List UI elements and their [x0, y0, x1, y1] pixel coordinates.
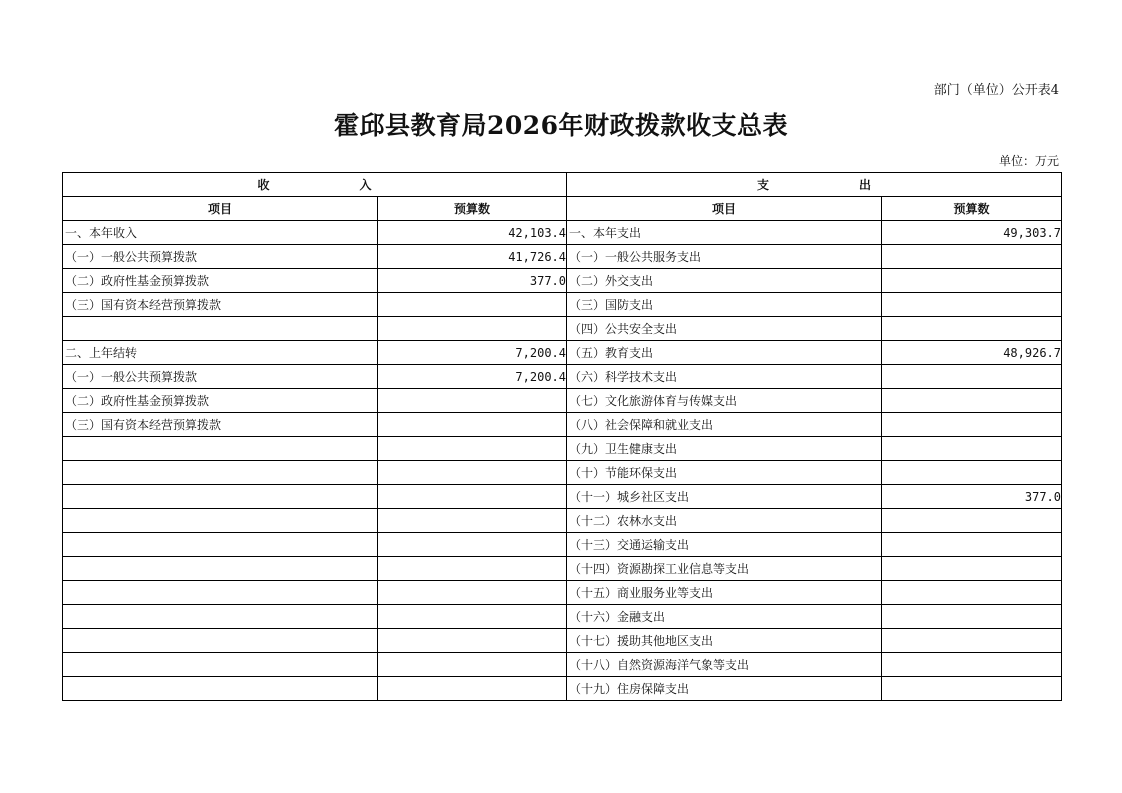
income-header-char-2: 入: [359, 178, 372, 192]
income-amount-cell: [378, 677, 567, 701]
expense-amount-cell: [882, 461, 1062, 485]
income-amount-cell: [378, 317, 567, 341]
income-item-cell: （三）国有资本经营预算拨款: [63, 293, 378, 317]
table-row: [63, 629, 1062, 653]
table-row: [63, 485, 1062, 509]
expense-amount-cell: [882, 533, 1062, 557]
table-row: [63, 677, 1062, 701]
table-row: [63, 413, 1062, 437]
expense-amount-cell: [882, 317, 1062, 341]
income-amount-cell: [378, 437, 567, 461]
income-amount-cell: [378, 485, 567, 509]
income-item-cell: [63, 605, 378, 629]
income-item-cell: [63, 557, 378, 581]
expense-amount-cell: [882, 245, 1062, 269]
income-item-cell: 二、上年结转: [63, 341, 378, 365]
income-amount-cell: [378, 461, 567, 485]
budget-table: [62, 172, 1062, 701]
expense-amount-cell: [882, 581, 1062, 605]
column-header-row: [63, 197, 1062, 221]
expense-amount-cell: [882, 293, 1062, 317]
income-item-cell: [63, 581, 378, 605]
expense-amount-cell: [882, 557, 1062, 581]
table-row: [63, 581, 1062, 605]
table-row: [63, 365, 1062, 389]
income-amount-cell: [378, 581, 567, 605]
income-item-cell: [63, 677, 378, 701]
income-item-cell: [63, 317, 378, 341]
table-row: [63, 341, 1062, 365]
expense-item-header: 项目: [567, 197, 882, 221]
expense-item-cell: （十八）自然资源海洋气象等支出: [567, 653, 882, 677]
income-item-cell: [63, 485, 378, 509]
income-item-cell: [63, 653, 378, 677]
expense-header-char-1: 支: [756, 178, 769, 192]
expense-item-cell: （九）卫生健康支出: [567, 437, 882, 461]
income-budget-header: 预算数: [378, 197, 567, 221]
expense-amount-cell: [882, 677, 1062, 701]
expense-item-cell: （十）节能环保支出: [567, 461, 882, 485]
expense-item-cell: （七）文化旅游体育与传媒支出: [567, 389, 882, 413]
income-header-char-1: 收: [257, 178, 270, 192]
table-row: [63, 293, 1062, 317]
expense-amount-cell: [882, 389, 1062, 413]
income-amount-cell: [378, 629, 567, 653]
expense-item-cell: （二）外交支出: [567, 269, 882, 293]
expense-amount-cell: 377.0: [882, 485, 1062, 509]
income-amount-cell: [378, 605, 567, 629]
expense-amount-cell: [882, 605, 1062, 629]
expense-item-cell: （五）教育支出: [567, 341, 882, 365]
expense-amount-cell: [882, 653, 1062, 677]
expense-amount-cell: [882, 269, 1062, 293]
income-amount-cell: [378, 509, 567, 533]
income-item-cell: [63, 533, 378, 557]
table-row: [63, 317, 1062, 341]
expense-item-cell: （十二）农林水支出: [567, 509, 882, 533]
form-number: 部门（单位）公开表4: [933, 83, 1059, 98]
expense-amount-cell: 49,303.7: [882, 221, 1062, 245]
table-row: [63, 533, 1062, 557]
expense-item-cell: 一、本年支出: [567, 221, 882, 245]
expense-section-header: [567, 173, 1062, 197]
expense-item-cell: （三）国防支出: [567, 293, 882, 317]
income-item-cell: [63, 437, 378, 461]
section-header-row: [63, 173, 1062, 197]
expense-budget-header: 预算数: [882, 197, 1062, 221]
table-row: [63, 389, 1062, 413]
expense-item-cell: （四）公共安全支出: [567, 317, 882, 341]
expense-item-cell: （十九）住房保障支出: [567, 677, 882, 701]
table-row: [63, 557, 1062, 581]
income-section-header: [63, 173, 567, 197]
table-row: [63, 461, 1062, 485]
income-amount-cell: [378, 557, 567, 581]
table-row: [63, 605, 1062, 629]
income-item-header: 项目: [63, 197, 378, 221]
income-amount-cell: 41,726.4: [378, 245, 567, 269]
expense-item-cell: （十五）商业服务业等支出: [567, 581, 882, 605]
table-row: [63, 437, 1062, 461]
income-amount-cell: [378, 389, 567, 413]
expense-item-cell: （十一）城乡社区支出: [567, 485, 882, 509]
expense-item-cell: （六）科学技术支出: [567, 365, 882, 389]
page-title: 霍邱县教育局2026年财政拨款收支总表: [333, 111, 789, 140]
expense-amount-cell: [882, 629, 1062, 653]
income-item-cell: [63, 629, 378, 653]
income-amount-cell: 42,103.4: [378, 221, 567, 245]
expense-amount-cell: [882, 365, 1062, 389]
income-amount-cell: 7,200.4: [378, 341, 567, 365]
expense-item-cell: （十七）援助其他地区支出: [567, 629, 882, 653]
income-item-cell: （二）政府性基金预算拨款: [63, 269, 378, 293]
income-amount-cell: 377.0: [378, 269, 567, 293]
income-amount-cell: [378, 653, 567, 677]
expense-amount-cell: [882, 413, 1062, 437]
income-item-cell: [63, 509, 378, 533]
income-item-cell: （三）国有资本经营预算拨款: [63, 413, 378, 437]
table-row: [63, 245, 1062, 269]
expense-amount-cell: 48,926.7: [882, 341, 1062, 365]
expense-item-cell: （一）一般公共服务支出: [567, 245, 882, 269]
expense-item-cell: （十四）资源勘探工业信息等支出: [567, 557, 882, 581]
income-amount-cell: [378, 413, 567, 437]
table-row: [63, 509, 1062, 533]
income-item-cell: 一、本年收入: [63, 221, 378, 245]
table-row: [63, 221, 1062, 245]
unit-label: 单位：万元: [998, 154, 1059, 168]
income-amount-cell: 7,200.4: [378, 365, 567, 389]
expense-amount-cell: [882, 437, 1062, 461]
income-item-cell: （二）政府性基金预算拨款: [63, 389, 378, 413]
income-item-cell: （一）一般公共预算拨款: [63, 245, 378, 269]
income-item-cell: （一）一般公共预算拨款: [63, 365, 378, 389]
table-row: [63, 269, 1062, 293]
income-amount-cell: [378, 533, 567, 557]
expense-amount-cell: [882, 509, 1062, 533]
expense-header-char-2: 出: [859, 178, 872, 192]
expense-item-cell: （八）社会保障和就业支出: [567, 413, 882, 437]
expense-item-cell: （十三）交通运输支出: [567, 533, 882, 557]
table-row: [63, 653, 1062, 677]
income-amount-cell: [378, 293, 567, 317]
income-item-cell: [63, 461, 378, 485]
expense-item-cell: （十六）金融支出: [567, 605, 882, 629]
